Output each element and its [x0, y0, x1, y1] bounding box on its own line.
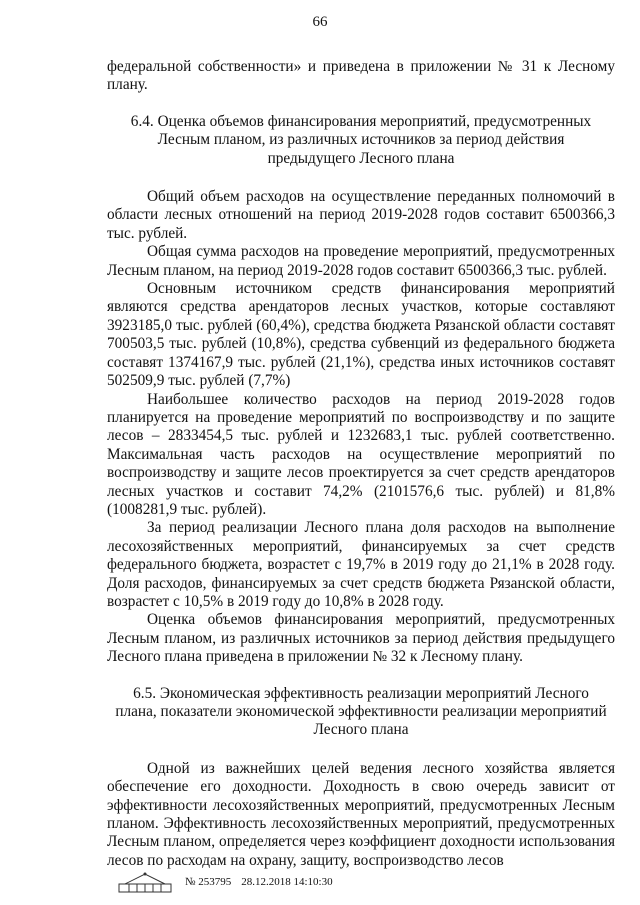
section-6-4-paragraph: Общая сумма расходов на проведение мероприятий, предусмотренных Лесным планом, на период 2019-2028 годов составит 6500366,3 тыс. рублей. — [107, 243, 615, 279]
footer-datetime: 28.12.2018 14:10:30 — [241, 876, 333, 888]
footer-doc-number: № 253795 — [185, 876, 232, 888]
section-6-5-title: 6.5. Экономическая эффективность реализации мероприятий Лесного плана, показатели экономической эффективности реализации мероприятий Лесного плана — [115, 684, 607, 739]
section-6-4-title: 6.4. Оценка объемов финансирования мероприятий, предусмотренных Лесным планом, из различных источников за период действия предыдущего Лесного плана — [130, 112, 592, 167]
section-6-5-paragraph: Одной из важнейших целей ведения лесного хозяйства является обеспечение его доходности. Доходность в свою очередь зависит от эффективности лесохозяйственных мероприятий, предусмотренных Лесным планом. Эффективность лесохозяйственных мероприятий, предусмотренных Лесным планом, определяется через коэффициент доходности использования лесов по расходам на охрану, защиту, воспроизводство лесов — [107, 759, 615, 869]
section-6-4-paragraph: Основным источником средств финансирования мероприятий являются средства арендаторов лесных участков, которые составляют 3923185,0 тыс. рублей (60,4%), средства бюджета Рязанской области составят 700503,5 тыс. рублей (10,8%), средства субвенций из федерального бюджета составят 1374167,9 тыс. рублей (21,1%), средства иных источников составят 502509,9 тыс. рублей (7,7%) — [107, 280, 615, 390]
section-6-4-paragraph: За период реализации Лесного плана доля расходов на выполнение лесохозяйственных мероприятий, финансируемых за счет средств федерального бюджета, возрастет с 19,7% в 2019 году до 21,1% в 2028 году. Доля расходов, финансируемых за счет средств бюджета Рязанской области, возрастет с 10,5% в 2019 году до 10,8% в 2028 году. — [107, 519, 615, 610]
section-6-4-paragraph: Оценка объемов финансирования мероприятий, предусмотренных Лесным планом, из различных источников за период действия предыдущего Лесного плана приведена в приложении № 32 к Лесному плану. — [107, 611, 615, 666]
section-6-4-paragraph: Общий объем расходов на осуществление переданных полномочий в области лесных отношений на период 2019-2028 годов составит 6500366,3 тыс. рублей. — [107, 188, 615, 242]
intro-paragraph: федеральной собственности» и приведена в приложении № 31 к Лесному плану. — [107, 58, 615, 94]
document-body — [107, 58, 615, 870]
building-stamp-icon — [115, 870, 175, 894]
page-number: 66 — [312, 14, 328, 30]
document-footer — [115, 870, 333, 894]
section-6-4-paragraph: Наибольшее количество расходов на период 2019-2028 годов планируется на проведение мероприятий по воспроизводству и по защите лесов – 2833454,5 тыс. рублей и 1232683,1 тыс. рублей соответственно. Максимальная часть расходов на осуществление мероприятий по воспроизводству и защите лесов проектируется за счет средств арендаторов лесных участков и составит 74,2% (2101576,6 тыс. рублей) и 81,8% (1008281,9 тыс. рублей). — [107, 390, 615, 518]
